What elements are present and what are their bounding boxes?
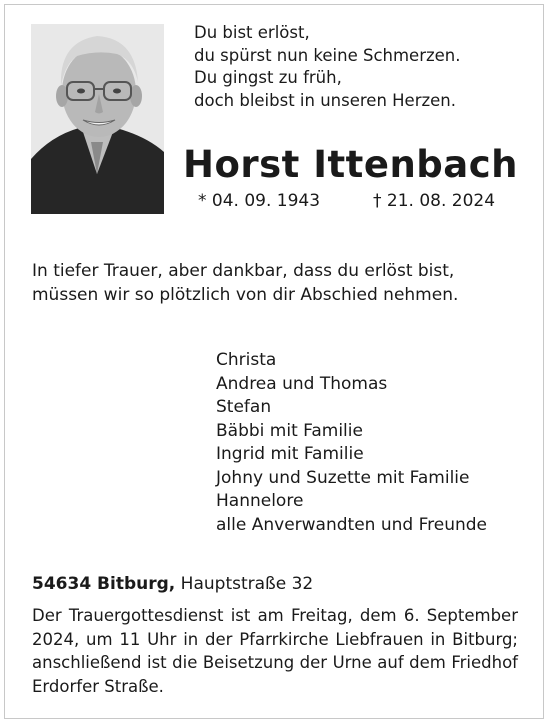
mourner-item: Ingrid mit Familie — [216, 444, 364, 464]
mourner-item: Andrea und Thomas — [216, 373, 388, 394]
mourners-list — [216, 349, 536, 537]
mourner-item: Bäbbi mit Familie — [216, 420, 363, 441]
verse-line: du spürst nun keine Schmerzen. — [194, 45, 461, 65]
service-info: Der Trauergottesdienst ist am Freitag, dem 6. September 2024, um 11 Uhr in der Pfarrkirche Liebfrauen in Bitburg; anschließend ist die Beisetzung der Urne auf dem Friedhof Erdorfer Straße. — [32, 606, 518, 696]
mourner-item: Johny und Suzette mit Familie — [216, 467, 470, 488]
mourning-intro — [32, 259, 532, 307]
verse-line: doch bleibst in unseren Herzen. — [194, 90, 457, 110]
address-street: Hauptstraße 32 — [180, 574, 314, 594]
birth-date: * 04. 09. 1943 — [198, 191, 321, 211]
verse-line: Du gingst zu früh, — [194, 68, 342, 87]
portrait-photo — [31, 24, 164, 214]
intro-line: müssen wir so plötzlich von dir Abschied nehmen. — [32, 285, 459, 305]
mourner-item: Stefan — [216, 397, 272, 417]
death-date: † 21. 08. 2024 — [373, 191, 496, 211]
verse-line: Du bist erlöst, — [194, 23, 310, 42]
memorial-verse — [194, 22, 524, 112]
mourner-item: Christa — [216, 350, 277, 370]
address — [32, 574, 313, 594]
deceased-name: Horst Ittenbach — [183, 143, 519, 186]
mourner-item: alle Anverwandten und Freunde — [216, 514, 487, 535]
mourner-item: Hannelore — [216, 491, 304, 511]
address-city: 54634 Bitburg, — [32, 574, 176, 594]
intro-line: In tiefer Trauer, aber dankbar, dass du erlöst bist, — [32, 261, 455, 281]
